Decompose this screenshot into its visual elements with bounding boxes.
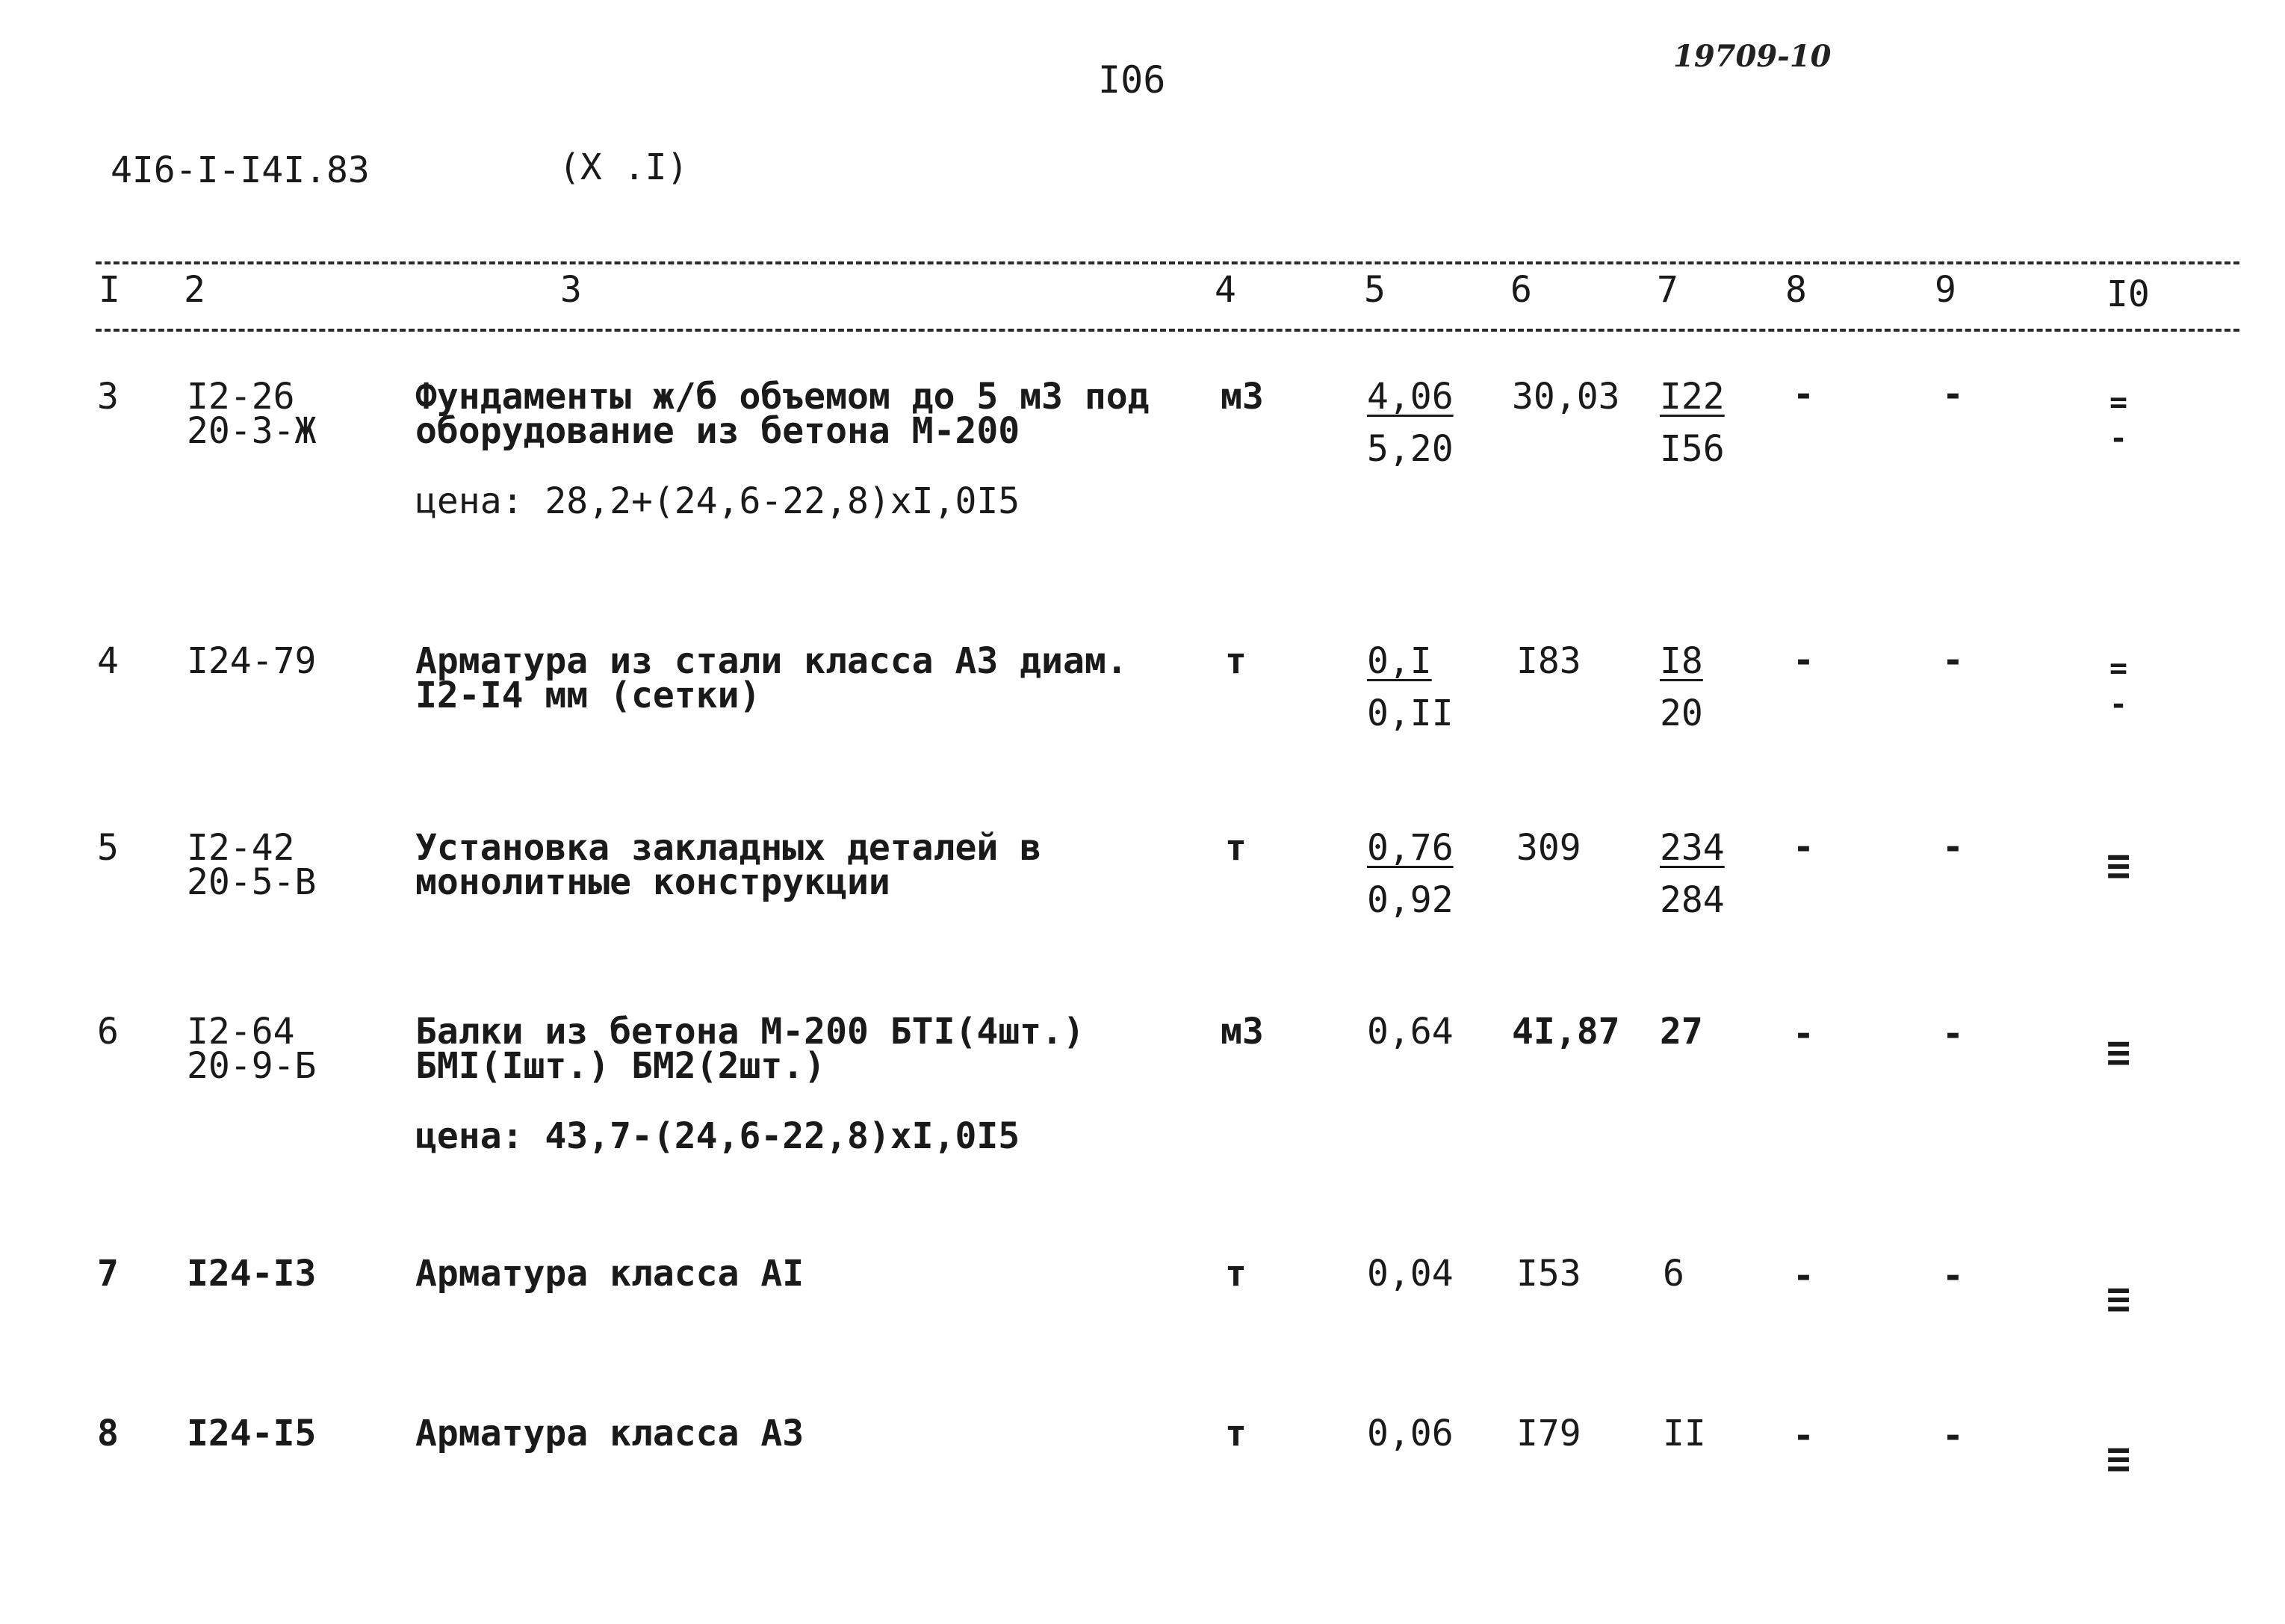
row-quantity bbox=[1367, 640, 1454, 734]
row-code: I24-I3 bbox=[187, 1253, 317, 1295]
row-quantity-bottom: 0,II bbox=[1367, 692, 1454, 734]
row-description-line2: БМI(Iшт.) БМ2(2шт.) bbox=[415, 1045, 826, 1087]
column-header-9: 9 bbox=[1935, 269, 1956, 311]
row-col9: - bbox=[1942, 1255, 1964, 1297]
row-quantity: 0,64 bbox=[1367, 1011, 1454, 1053]
row-cost-bottom: I56 bbox=[1660, 428, 1725, 470]
column-header-3: 3 bbox=[560, 269, 582, 311]
row-col10: ≡ bbox=[2106, 1435, 2131, 1482]
row-code-line1: I2-64 bbox=[187, 1011, 295, 1053]
row-description-line2: оборудование из бетона М-200 bbox=[415, 410, 1020, 452]
row-cost-top: I22 bbox=[1660, 376, 1725, 418]
row-unit: т bbox=[1225, 1413, 1247, 1454]
row-description bbox=[415, 640, 1128, 716]
row-cost bbox=[1660, 640, 1703, 734]
row-code bbox=[187, 1011, 317, 1087]
row-quantity-top: 0,I bbox=[1367, 640, 1432, 682]
row-cost-bottom: 284 bbox=[1660, 879, 1725, 921]
row-description-line2: монолитные конструкции bbox=[415, 861, 890, 903]
row-description-line1: Арматура из стали класса А3 диам. bbox=[415, 640, 1128, 682]
row-code: I24-I5 bbox=[187, 1413, 317, 1454]
row-quantity bbox=[1367, 827, 1454, 921]
row-description-line1: Установка закладных деталей в bbox=[415, 827, 1042, 869]
row-price-note: цена: 43,7-(24,6-22,8)xI,0I5 bbox=[415, 1115, 1020, 1157]
row-quantity-bottom: 5,20 bbox=[1367, 428, 1454, 470]
row-code bbox=[187, 827, 317, 903]
row-col8: - bbox=[1793, 1415, 1814, 1457]
row-description bbox=[415, 1011, 1085, 1087]
column-header-6: 6 bbox=[1510, 269, 1532, 311]
row-unit-price: I53 bbox=[1516, 1253, 1581, 1295]
page-number: I06 bbox=[1098, 58, 1166, 102]
row-quantity bbox=[1367, 376, 1454, 470]
row-unit: м3 bbox=[1221, 1011, 1264, 1053]
row-col8: - bbox=[1793, 1013, 1814, 1055]
row-description: Арматура класса АI bbox=[415, 1253, 804, 1295]
row-number: 4 bbox=[97, 640, 119, 682]
row-number: 5 bbox=[97, 827, 119, 869]
document-code: 4I6-I-I4I.83 bbox=[111, 149, 370, 191]
column-header-2: 2 bbox=[184, 269, 205, 311]
column-header-5: 5 bbox=[1364, 269, 1386, 311]
row-col8: - bbox=[1793, 639, 1814, 681]
handwritten-code: 19709-10 bbox=[1673, 39, 1832, 74]
row-unit: т bbox=[1225, 827, 1247, 869]
row-col10: = - bbox=[2109, 651, 2128, 722]
row-number: 3 bbox=[97, 376, 119, 418]
row-cost: II bbox=[1663, 1413, 1706, 1454]
row-description bbox=[415, 827, 1042, 903]
row-description-line1: Балки из бетона М-200 БТI(4шт.) bbox=[415, 1011, 1085, 1053]
section-label: (X .I) bbox=[559, 146, 689, 188]
row-cost-top: 234 bbox=[1660, 827, 1725, 869]
table-top-rule bbox=[96, 261, 2239, 264]
row-number: 7 bbox=[97, 1253, 119, 1295]
row-code-line1: I2-42 bbox=[187, 827, 295, 869]
row-col10: = - bbox=[2109, 385, 2128, 456]
row-unit-price: I83 bbox=[1516, 640, 1581, 682]
table-header-rule bbox=[96, 329, 2239, 332]
row-cost bbox=[1660, 376, 1725, 470]
row-col9: - bbox=[1942, 826, 1964, 868]
column-header-1: I bbox=[99, 269, 120, 311]
column-header-4: 4 bbox=[1215, 269, 1236, 311]
row-unit-price: 4I,87 bbox=[1512, 1011, 1620, 1053]
row-description-line1: Фундаменты ж/б объемом до 5 м3 под bbox=[415, 376, 1150, 418]
row-col10: ≡ bbox=[2106, 842, 2131, 889]
row-unit-price: 30,03 bbox=[1512, 376, 1620, 418]
row-col9: - bbox=[1942, 1415, 1964, 1457]
row-code-line2: 20-5-В bbox=[187, 861, 317, 903]
row-number: 6 bbox=[97, 1011, 119, 1053]
row-unit: м3 bbox=[1221, 376, 1264, 418]
row-col8: - bbox=[1793, 374, 1814, 415]
row-col9: - bbox=[1942, 374, 1964, 415]
row-code-line1: I2-26 bbox=[187, 376, 295, 418]
row-cost: 6 bbox=[1663, 1253, 1684, 1295]
column-header-8: 8 bbox=[1785, 269, 1807, 311]
row-quantity-top: 0,76 bbox=[1367, 827, 1454, 869]
row-cost bbox=[1660, 827, 1725, 921]
row-price-note: цена: 28,2+(24,6-22,8)xI,0I5 bbox=[415, 480, 1020, 522]
row-col9: - bbox=[1942, 1013, 1964, 1055]
row-cost-bottom: 20 bbox=[1660, 692, 1703, 734]
column-header-10: I0 bbox=[2106, 273, 2150, 315]
row-col8: - bbox=[1793, 1255, 1814, 1297]
row-unit-price: 309 bbox=[1516, 827, 1581, 869]
row-cost-top: I8 bbox=[1660, 640, 1703, 682]
row-col9: - bbox=[1942, 639, 1964, 681]
row-col10: ≡ bbox=[2106, 1275, 2131, 1322]
row-code bbox=[187, 376, 317, 452]
row-cost: 27 bbox=[1660, 1011, 1703, 1053]
row-description: Арматура класса А3 bbox=[415, 1413, 804, 1454]
row-code: I24-79 bbox=[187, 640, 317, 682]
row-unit: т bbox=[1225, 1253, 1247, 1295]
row-quantity: 0,06 bbox=[1367, 1413, 1454, 1454]
row-col10: ≡ bbox=[2106, 1029, 2131, 1076]
column-header-7: 7 bbox=[1657, 269, 1678, 311]
row-col8: - bbox=[1793, 826, 1814, 868]
row-description-line2: I2-I4 мм (сетки) bbox=[415, 675, 761, 716]
row-number: 8 bbox=[97, 1413, 119, 1454]
row-code-line2: 20-9-Б bbox=[187, 1045, 317, 1087]
row-description bbox=[415, 376, 1150, 452]
row-unit-price: I79 bbox=[1516, 1413, 1581, 1454]
row-quantity-bottom: 0,92 bbox=[1367, 879, 1454, 921]
row-quantity-top: 4,06 bbox=[1367, 376, 1454, 418]
row-quantity: 0,04 bbox=[1367, 1253, 1454, 1295]
row-unit: т bbox=[1225, 640, 1247, 682]
row-code-line2: 20-3-Ж bbox=[187, 410, 317, 452]
